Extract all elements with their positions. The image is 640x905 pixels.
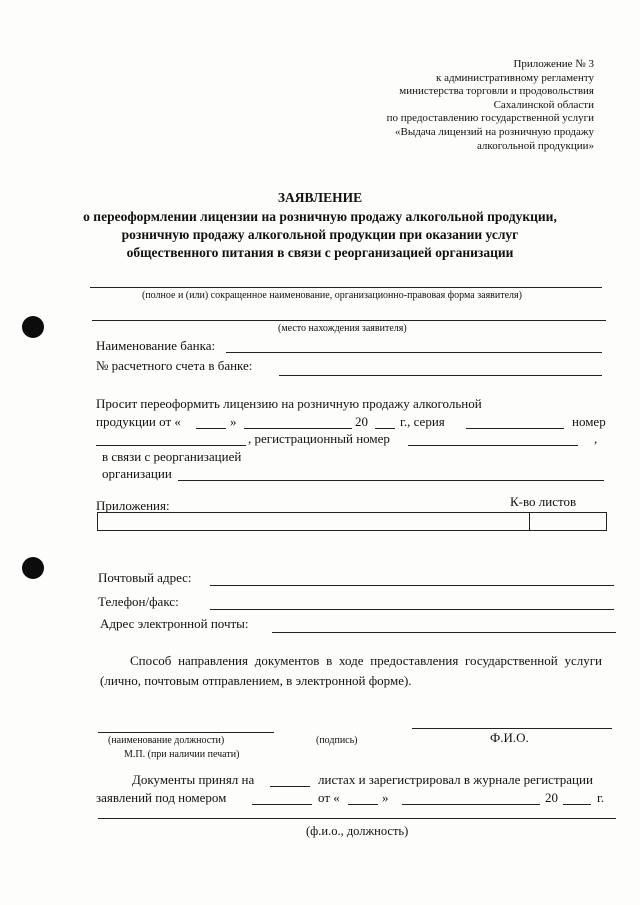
document-title: ЗАЯВЛЕНИЕ: [277, 190, 363, 205]
request-year-prefix: 20: [355, 414, 368, 429]
applicant-location-line[interactable]: [92, 320, 606, 321]
acceptance-text: листах и зарегистрировал в журнале регистрации: [318, 772, 593, 787]
signature-caption: (подпись): [316, 735, 358, 746]
applicant-name-line[interactable]: [90, 287, 602, 288]
request-month-line[interactable]: [244, 428, 352, 429]
acceptance-number-line[interactable]: [252, 804, 312, 805]
phone-fax-line[interactable]: [210, 609, 614, 610]
email-label: Адрес электронной почты:: [100, 616, 249, 631]
appendix-line: по предоставлению государственной услуги: [386, 112, 594, 125]
fio-label: Ф.И.О.: [490, 730, 529, 745]
phone-fax-label: Телефон/факс:: [98, 594, 179, 609]
sheets-count-field[interactable]: [528, 512, 607, 531]
bank-name-label: Наименование банка:: [96, 338, 216, 353]
request-series-line[interactable]: [466, 428, 564, 429]
acceptance-year-line[interactable]: [563, 804, 591, 805]
appendix-line: Приложение № 3: [513, 58, 594, 70]
attachments-field[interactable]: [97, 512, 530, 531]
request-reg-number-label: , регистрационный номер: [248, 431, 390, 446]
binder-hole-bottom: [22, 557, 44, 579]
request-number-line[interactable]: [96, 445, 246, 446]
acceptance-quote-close: »: [382, 790, 389, 805]
bank-name-line[interactable]: [226, 352, 602, 353]
request-text: Просит переоформить лицензию на розничную продажу алкогольной: [96, 396, 482, 411]
acceptance-day-line[interactable]: [348, 804, 378, 805]
request-reason-text: в связи с реорганизацией: [102, 449, 242, 464]
request-number-label: номер: [572, 414, 606, 429]
acceptance-from-label: от «: [318, 790, 340, 805]
document-subtitle-line: общественного питания в связи с реорганизацией организации: [126, 245, 514, 260]
binder-hole-top: [22, 316, 44, 338]
document-subtitle-line: о переоформлении лицензии на розничную продажу алкогольной продукции,: [83, 209, 557, 224]
acceptance-officer-caption: (ф.и.о., должность): [306, 824, 409, 838]
delivery-method-text: [100, 651, 602, 691]
request-reg-number-line[interactable]: [408, 445, 578, 446]
attachments-label: Приложения:: [96, 498, 170, 513]
request-organization-line[interactable]: [178, 480, 604, 481]
acceptance-officer-line[interactable]: [98, 818, 616, 819]
request-day-line[interactable]: [196, 428, 226, 429]
applicant-location-caption: (место нахождения заявителя): [278, 323, 407, 334]
position-caption: (наименование должности): [108, 735, 225, 746]
appendix-note: [387, 58, 594, 153]
acceptance-year-prefix: 20: [545, 790, 558, 805]
document-subtitle-line: розничную продажу алкогольной продукции при оказании услуг: [121, 227, 519, 242]
acceptance-text: Документы принял на: [132, 772, 255, 787]
acceptance-number-label: заявлений под номером: [96, 790, 227, 805]
account-line[interactable]: [279, 375, 602, 376]
acceptance-sheets-line[interactable]: [270, 786, 310, 787]
fio-line[interactable]: [412, 728, 612, 729]
appendix-line: алкогольной продукции»: [476, 139, 594, 152]
request-reason-text: организации: [102, 466, 172, 481]
sheets-count-label: К-во листов: [510, 494, 577, 509]
acceptance-year-suffix: г.: [597, 790, 605, 805]
account-label: № расчетного счета в банке:: [96, 358, 253, 373]
position-line[interactable]: [98, 732, 274, 733]
appendix-line: «Выдача лицензий на розничную продажу: [394, 125, 594, 138]
email-line[interactable]: [272, 632, 616, 633]
request-from-label: продукции от «: [96, 414, 181, 429]
postal-address-line[interactable]: [210, 585, 614, 586]
postal-address-label: Почтовый адрес:: [98, 570, 192, 585]
appendix-line: Сахалинской области: [493, 98, 594, 111]
request-series-label: г., серия: [400, 414, 445, 429]
applicant-name-caption: (полное и (или) сокращенное наименование, организационно-правовая форма заявителя): [142, 290, 522, 301]
request-quote-close: »: [230, 414, 237, 429]
delivery-method-text-content: Способ направления документов в ходе предоставления государственной услуги (лично, почтовым отправлением, в электронной форме).: [100, 653, 602, 688]
appendix-line: к административному регламенту: [436, 71, 594, 84]
stamp-caption: М.П. (при наличии печати): [124, 749, 240, 760]
appendix-line: министерства торговли и продовольствия: [399, 85, 594, 98]
request-comma: ,: [594, 431, 598, 446]
request-year-line[interactable]: [375, 428, 395, 429]
acceptance-month-line[interactable]: [402, 804, 540, 805]
